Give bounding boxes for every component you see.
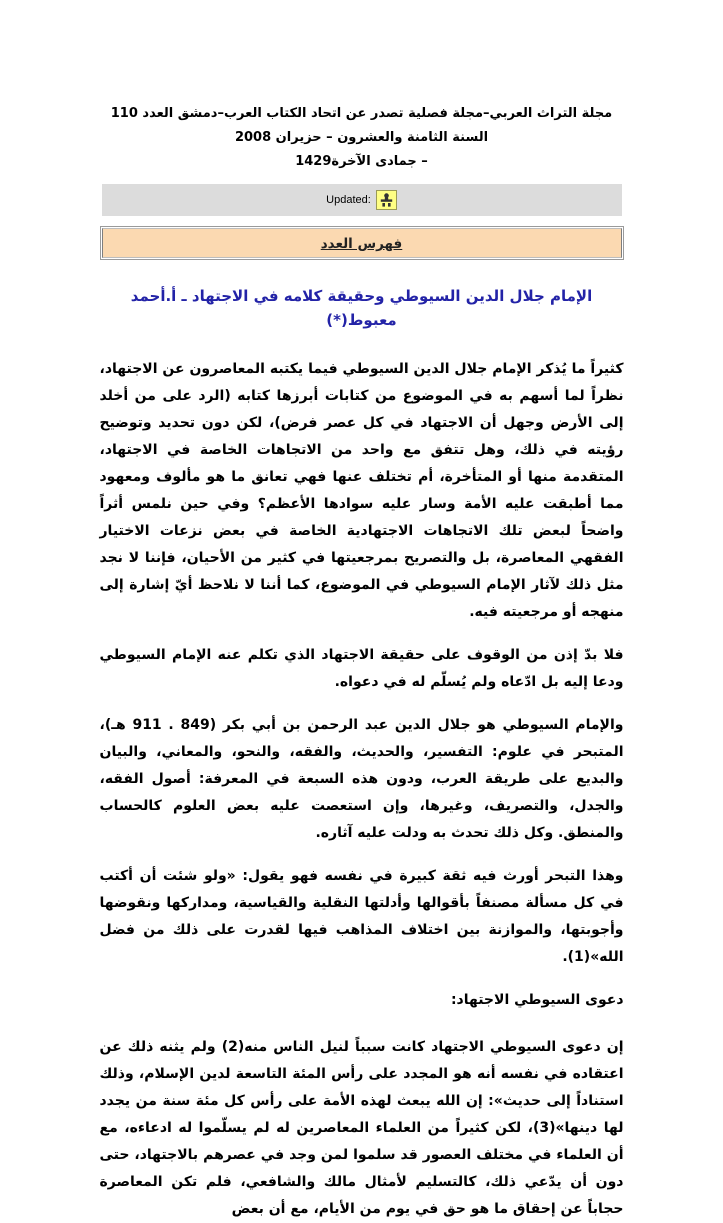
article-body — [100, 356, 624, 1223]
article-paragraph-5: إن دعوى السيوطي الاجتهاد كانت سبباً لنيل الناس منه(2) ولم يثنه ذلك عن اعتقاده في نفسه أنه هو المجدد على رأس المئة التاسعة لدين الإسلام، وذلك استناداً إلى حديث»: إن الله يبعث لهذه الأمة على رأس كل مئة سنة من يجدد لها دينها»(3)، لكن كثيراً من العلماء المعاصرين له لم يسلّموا له ادعاءه، مع أن العلماء في مختلف العصور قد سلموا لمن وجد في عصرهم بالاجتهاد، حتى دون أن يدّعي ذلك، كالتسليم لأمثال مالك والشافعي، فلم تكن المعاصرة حجاباً عن إحقاق ما هو حق في يوم من الأيام، مع أن بعض — [99, 1039, 624, 1217]
counter-badge-icon — [376, 190, 397, 210]
article-content — [100, 0, 624, 1223]
index-banner — [100, 226, 624, 260]
updated-bar — [102, 184, 622, 216]
issue-index-link[interactable]: فهرس العدد — [320, 236, 403, 252]
journal-header-line2: – جمادى الآخرة1429 — [295, 154, 428, 169]
section-subheading: دعوى السيوطي الاجتهاد: — [450, 992, 624, 1008]
article-paragraph-1: كثيراً ما يُذكر الإمام جلال الدين السيوطي فيما يكتبه المعاصرون عن الاجتهاد، نظراً لما أسهم به في الموضوع من كتابات أبرزها كتابه (الرد على من أخلد إلى الأرض وجهل أن الاجتهاد في كل عصر فرض)، لكن دون تحديد وتوضيح رؤيته في ذلك، وهل تتفق مع واحد من الاتجاهات الخاصة في الاجتهاد، المتقدمة منها أو المتأخرة، أم تختلف عنها فهي تعانق ما هو مألوف ومعهود مما أطبقت عليه الأمة وسار عليه سوادها الأعظم؟ وفي حين نلمس أثراً واضحاً لبعض تلك الاتجاهات الاجتهادية الخاصة في بعض نزعات الاختيار الفقهي المعاصرة، بل والتصريح بمرجعيتها في كثير من الأحيان، فإننا لا نجد مثل ذلك لآثار الإمام السيوطي في الموضوع، كما أننا لا نلاحظ أيّ إشارة إلى منهجه أو مرجعيته فيه. — [99, 361, 624, 620]
article-paragraph-4: وهذا التبحر أورث فيه ثقة كبيرة في نفسه فهو يقول: «ولو شئت أن أكتب في كل مسألة مصنفاً بأقوالها وأدلتها النقلية والقياسية، ومداركها ونقوضها وأجوبتها، والموازنة بين اختلاف المذاهب فيها لقدرت على ذلك من فضل الله»(1). — [99, 868, 624, 965]
journal-header-line1: مجلة التراث العربي–مجلة فصلية تصدر عن اتحاد الكتاب العرب–دمشق العدد 110 السنة الثامنة والعشرون – حزيران 2008 — [110, 106, 613, 145]
index-banner-cell — [102, 228, 622, 258]
article-title: الإمام جلال الدين السيوطي وحقيقة كلامه في الاجتهاد ـ أ.أحمد معبوط(*) — [130, 287, 593, 329]
article-paragraph-3: والإمام السيوطي هو جلال الدين عبد الرحمن بن أبي بكر (849 . 911 هـ)، المتبحر في علوم: التفسير، والحديث، والفقه، والنحو، والمعاني، والبيان والبديع على طريقة العرب، ودون هذه السبعة في المعرفة: أصول الفقه، والجدل، والتصريف، وغيرها، وإن استعصت عليه بعض العلوم كالحساب والمنطق. وكل ذلك تحدث به ودلت عليه آثاره. — [99, 717, 624, 841]
journal-header — [100, 102, 624, 174]
article-paragraph-2: فلا بدّ إذن من الوقوف على حقيقة الاجتهاد الذي تكلم عنه الإمام السيوطي ودعا إليه بل ادّعاه ولم يُسلّم له في دعواه. — [99, 647, 624, 690]
updated-label: Updated: — [326, 194, 371, 206]
